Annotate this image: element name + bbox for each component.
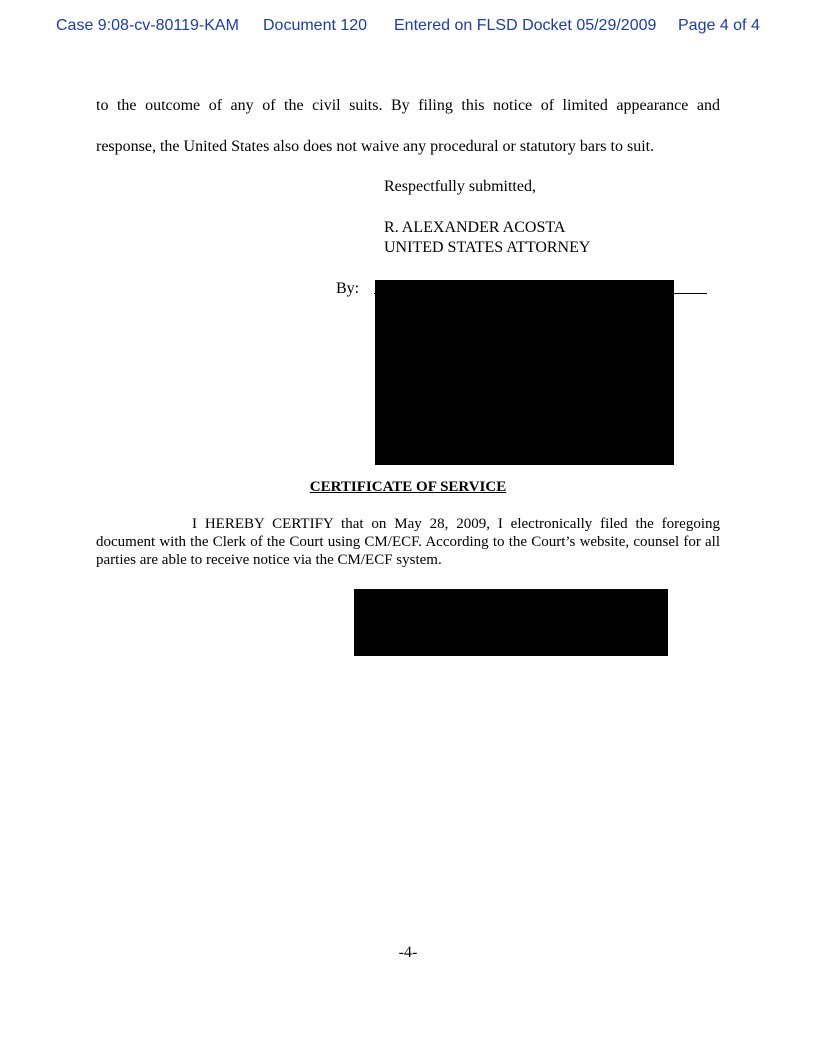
body-line-1: to the outcome of any of the civil suits. By filing this notice of limited appearance and — [96, 97, 720, 114]
page-number: -4- — [398, 944, 418, 961]
signature-name: R. ALEXANDER ACOSTA — [384, 219, 566, 236]
certificate-title: CERTIFICATE OF SERVICE — [309, 479, 507, 495]
signature-closing: Respectfully submitted, — [384, 178, 536, 195]
certificate-redaction-block — [354, 589, 668, 656]
certificate-text: I HEREBY CERTIFY that on May 28, 2009, I electronically filed the foregoing document with the Clerk of the Court using CM/ECF. According to the Court’s website, counsel for all parties are able to receive notice via the CM/ECF system. — [96, 516, 720, 568]
document-number: Document 120 — [263, 17, 368, 34]
certificate-paragraph — [96, 515, 720, 569]
signature-redaction-block — [375, 280, 674, 465]
page-count: Page 4 of 4 — [678, 17, 760, 34]
case-number: Case 9:08-cv-80119-KAM — [56, 17, 239, 34]
body-line-2: response, the United States also does not waive any procedural or statutory bars to suit. — [96, 138, 655, 155]
docket-entry-date: Entered on FLSD Docket 05/29/2009 — [394, 17, 657, 34]
signature-office: UNITED STATES ATTORNEY — [384, 239, 591, 256]
by-label: By: — [336, 280, 360, 297]
docket-header — [0, 17, 816, 39]
